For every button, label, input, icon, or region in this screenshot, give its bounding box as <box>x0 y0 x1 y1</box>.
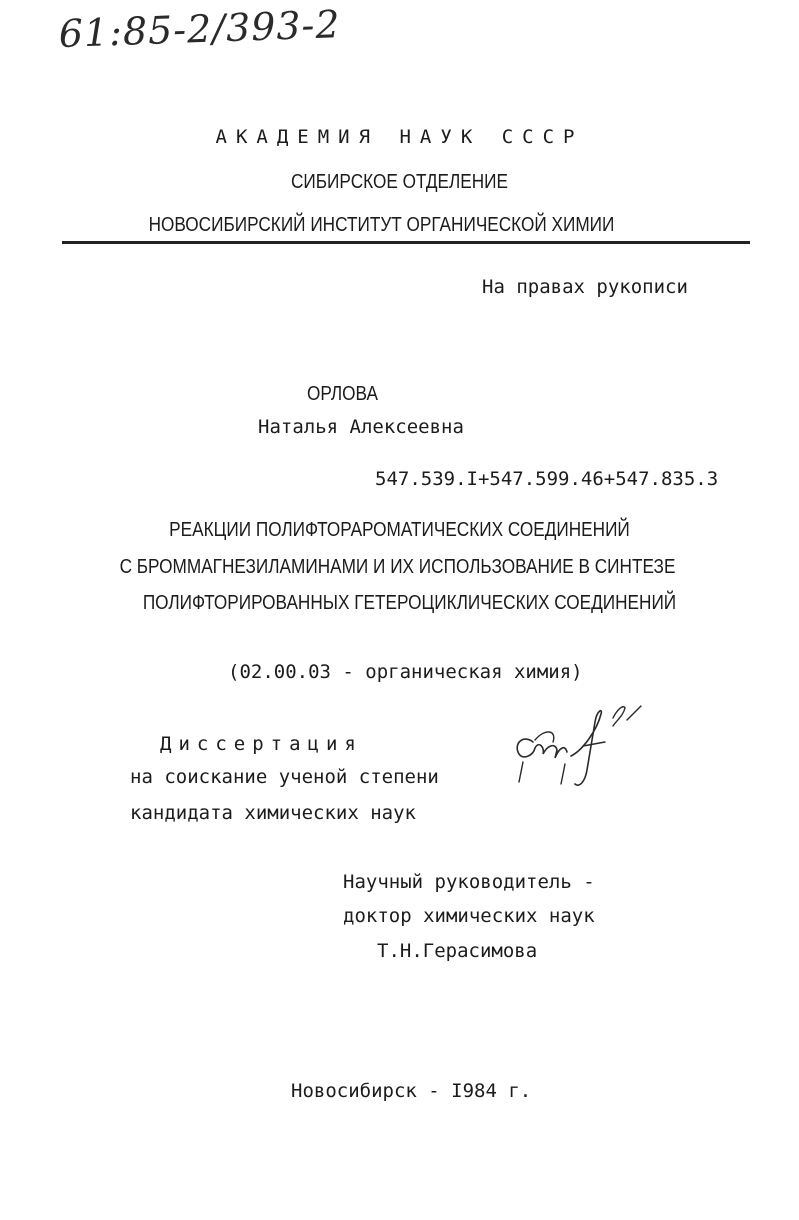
thesis-degree-line: на соискание ученой степени <box>130 766 439 788</box>
place-year: Новосибирск - I984 г. <box>291 1080 532 1102</box>
archive-number: 61:85-2/393-2 <box>58 2 342 56</box>
supervisor-name: Т.Н.Герасимова <box>377 940 538 962</box>
header-divider <box>62 241 750 244</box>
institute-heading: НОВОСИБИРСКИЙ ИНСТИТУТ ОРГАНИЧЕСКОЙ ХИМИИ <box>148 214 615 236</box>
rights-note: На правах рукописи <box>482 276 688 298</box>
title-line-1: РЕАКЦИИ ПОЛИФТОРАРОМАТИЧЕСКИХ СОЕДИНЕНИЙ <box>169 519 630 541</box>
specialty-code: (02.00.03 - органическая химия) <box>228 661 583 683</box>
author-surname: ОРЛОВА <box>307 383 378 405</box>
title-line-2: С БРОММАГНЕЗИЛАМИНАМИ И ИХ ИСПОЛЬЗОВАНИЕ В СИНТЕЗЕ <box>119 556 676 578</box>
udc-code: 547.539.I+547.599.46+547.835.3 <box>375 468 719 490</box>
supervisor-degree: доктор химических наук <box>343 905 595 927</box>
academy-heading: АКАДЕМИЯ НАУК СССР <box>215 126 584 148</box>
title-line-3: ПОЛИФТОРИРОВАННЫХ ГЕТЕРОЦИКЛИЧЕСКИХ СОЕДИНЕНИЙ <box>142 592 677 614</box>
thesis-field-line: кандидата химических наук <box>130 802 416 824</box>
signature <box>505 700 655 795</box>
thesis-type: Диссертация <box>160 733 363 755</box>
author-given-names: Наталья Алексеевна <box>258 416 464 438</box>
branch-heading: СИБИРСКОЕ ОТДЕЛЕНИЕ <box>290 171 509 193</box>
supervisor-role: Научный руководитель - <box>343 871 595 893</box>
